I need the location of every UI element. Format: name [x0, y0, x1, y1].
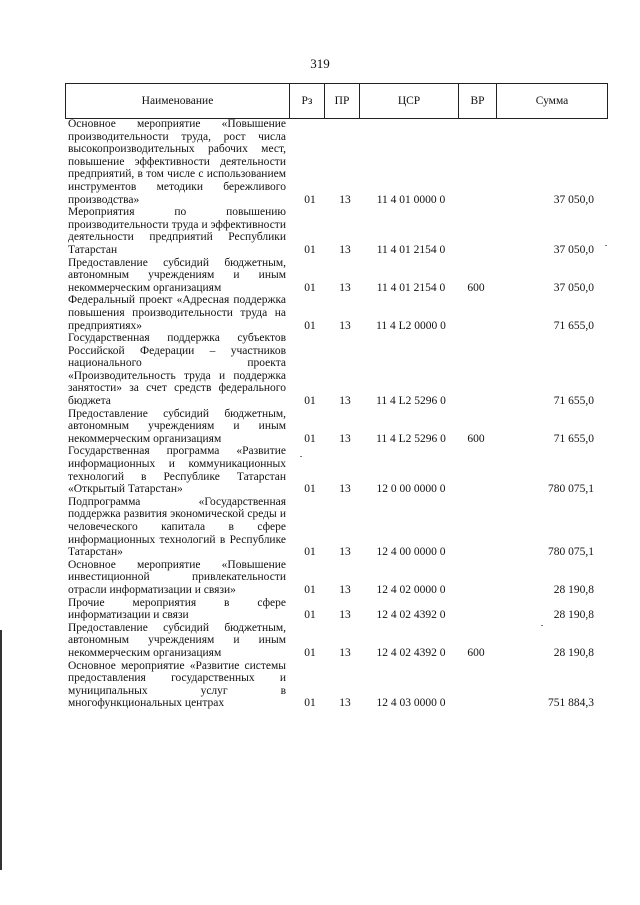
row-name: Основное мероприятие «Повышение инвестиционной привлекательности отрасли информатизации и связи» — [68, 558, 286, 596]
table-row — [0, 118, 640, 206]
row-rz: 01 — [304, 697, 316, 710]
header-rz: Рз — [290, 84, 325, 119]
row-sum: 28 190,8 — [553, 609, 594, 622]
table-row — [0, 257, 640, 295]
row-rz: 01 — [304, 432, 316, 445]
scan-speck — [605, 245, 607, 246]
row-pr: 13 — [339, 193, 351, 206]
row-csr: 12 4 03 0000 0 — [376, 697, 446, 710]
row-pr: 13 — [339, 697, 351, 710]
row-pr: 13 — [339, 609, 351, 622]
row-name: Мероприятия по повышению производительности труда и эффективности деятельности предприятий Республики Татарстан — [68, 206, 286, 256]
table-row — [0, 294, 640, 332]
row-name: Основное мероприятие «Повышение производительности труда, рост числа высокопроизводительных рабочих мест, повышение эффективности деятельности предприятий, в том числе с использованием инструментов методики бережливого производства» — [68, 118, 286, 206]
row-vr: 600 — [467, 646, 485, 659]
scan-speck — [541, 625, 543, 626]
row-csr: 12 4 00 0000 0 — [376, 546, 446, 559]
row-pr: 13 — [339, 319, 351, 332]
row-rz: 01 — [304, 546, 316, 559]
row-name: Предоставление субсидий бюджетным, автономным учреждениям и иным некоммерческим организациям — [68, 621, 286, 659]
row-sum: 37 050,0 — [553, 281, 594, 294]
row-pr: 13 — [339, 243, 351, 256]
row-name: Государственная поддержка субъектов Российской Федерации – участников национального проекта «Производительность труда и поддержка занятости» за счет средств федерального бюджета — [68, 332, 286, 408]
row-sum: 37 050,0 — [553, 193, 594, 206]
row-csr: 12 4 02 0000 0 — [376, 583, 446, 596]
row-csr: 11 4 01 0000 0 — [376, 193, 446, 206]
row-csr: 11 4 L2 5296 0 — [376, 432, 446, 445]
header-pr: ПР — [325, 84, 360, 119]
row-rz: 01 — [304, 395, 316, 408]
row-vr: 600 — [467, 432, 485, 445]
row-sum: 71 655,0 — [553, 432, 594, 445]
scan-speck — [300, 456, 302, 457]
header-csr: ЦСР — [360, 84, 459, 119]
row-sum: 71 655,0 — [553, 395, 594, 408]
row-sum: 780 075,1 — [548, 483, 594, 496]
row-rz: 01 — [304, 646, 316, 659]
row-rz: 01 — [304, 483, 316, 496]
row-name: Прочие мероприятия в сфере информатизации и связи — [68, 596, 286, 622]
scan-edge-mark — [0, 630, 2, 870]
table-row — [0, 622, 640, 660]
table-body — [0, 118, 640, 710]
table-row — [0, 597, 640, 622]
row-csr: 12 4 02 4392 0 — [376, 646, 446, 659]
row-sum: 780 075,1 — [548, 546, 594, 559]
row-pr: 13 — [339, 546, 351, 559]
row-csr: 12 0 00 0000 0 — [376, 483, 446, 496]
row-rz: 01 — [304, 193, 316, 206]
row-pr: 13 — [339, 583, 351, 596]
table-header — [65, 83, 608, 119]
row-name: Государственная программа «Развитие информационных и коммуникационных технологий в Республике Татарстан «Открытый Татарстан» — [68, 445, 286, 496]
row-csr: 12 4 02 4392 0 — [376, 609, 446, 622]
row-csr: 11 4 L2 0000 0 — [376, 319, 446, 332]
row-rz: 01 — [304, 243, 316, 256]
row-sum: 28 190,8 — [553, 646, 594, 659]
table-row — [0, 660, 640, 710]
row-sum: 37 050,0 — [553, 243, 594, 256]
row-rz: 01 — [304, 319, 316, 332]
page-number: 319 — [310, 56, 330, 71]
table-row — [0, 206, 640, 256]
table-row — [0, 445, 640, 495]
row-sum: 71 655,0 — [553, 319, 594, 332]
table-row — [0, 559, 640, 597]
row-name: Предоставление субсидий бюджетным, автономным учреждениям и иным некоммерческим организациям — [68, 407, 286, 445]
row-rz: 01 — [304, 609, 316, 622]
row-csr: 11 4 01 2154 0 — [376, 281, 446, 294]
row-vr: 600 — [467, 281, 485, 294]
row-csr: 11 4 01 2154 0 — [376, 243, 446, 256]
header-sum: Сумма — [497, 84, 608, 119]
row-rz: 01 — [304, 583, 316, 596]
row-name: Предоставление субсидий бюджетным, автономным учреждениям и иным некоммерческим организациям — [68, 256, 286, 294]
row-name: Основное мероприятие «Развитие системы предоставления государственных и муниципальных услуг в многофункциональных центрах — [68, 659, 286, 710]
row-rz: 01 — [304, 281, 316, 294]
row-pr: 13 — [339, 281, 351, 294]
row-pr: 13 — [339, 646, 351, 659]
row-pr: 13 — [339, 483, 351, 496]
row-pr: 13 — [339, 395, 351, 408]
row-sum: 751 884,3 — [548, 697, 594, 710]
row-name: Подпрограмма «Государственная поддержка развития экономической среды и человеческого капитала в сфере информационных технологий в Республике Татарстан» — [68, 495, 286, 559]
table-row — [0, 408, 640, 446]
row-pr: 13 — [339, 432, 351, 445]
header-vr: ВР — [459, 84, 497, 119]
header-name: Наименование — [66, 84, 290, 119]
table-row — [0, 496, 640, 559]
row-csr: 11 4 L2 5296 0 — [376, 395, 446, 408]
row-sum: 28 190,8 — [553, 583, 594, 596]
row-name: Федеральный проект «Адресная поддержка повышения производительности труда на предприятиях» — [68, 294, 286, 332]
table-row — [0, 332, 640, 408]
